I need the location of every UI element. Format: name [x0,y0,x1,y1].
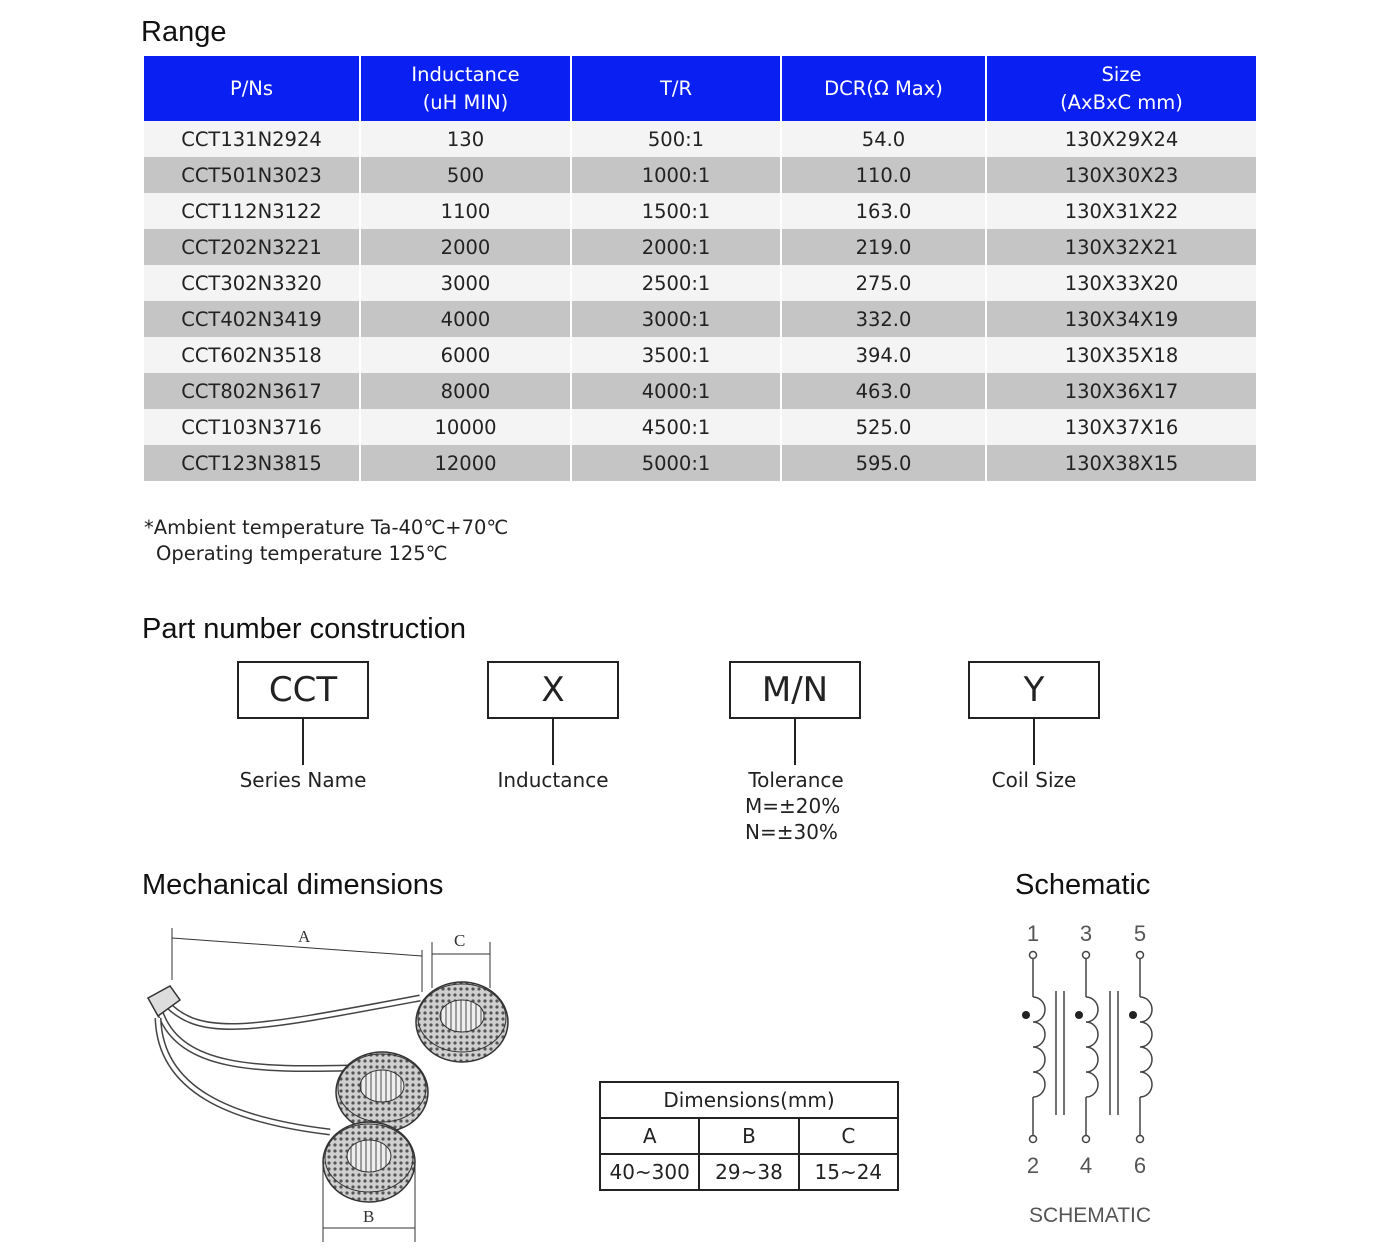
dimensions-caption: Dimensions(mm) [600,1082,898,1118]
cell-size: 130X30X23 [986,157,1256,193]
schematic-caption: SCHEMATIC [1028,1204,1152,1227]
cell-pn: CCT112N3122 [144,193,360,229]
table-row [144,373,1256,409]
dim-value-b: 29~38 [699,1154,798,1190]
cell-dcr: 332.0 [781,301,986,337]
header-pns: P/Ns [144,56,360,121]
mechanical-title: Mechanical dimensions [142,869,444,901]
connector-line [302,717,304,765]
pin-6-label: 6 [1133,1153,1147,1178]
cell-pn: CCT501N3023 [144,157,360,193]
cell-tr: 500:1 [571,121,781,157]
cell-dcr: 54.0 [781,121,986,157]
cell-tr: 1500:1 [571,193,781,229]
table-row [144,301,1256,337]
part-label: Inductance [497,768,609,792]
cell-pn: CCT103N3716 [144,409,360,445]
cell-tr: 2000:1 [571,229,781,265]
schematic-title: Schematic [1015,869,1151,901]
cell-dcr: 463.0 [781,373,986,409]
cell-tr: 5000:1 [571,445,781,481]
tolerance-detail-m: M=±20% [745,794,841,818]
dim-label-c: C [454,931,466,950]
part-number-title: Part number construction [142,613,466,645]
table-row [144,193,1256,229]
cell-dcr: 275.0 [781,265,986,301]
cell-tr: 2500:1 [571,265,781,301]
pin-3-label: 3 [1079,921,1093,946]
part-code-box: X [487,661,619,719]
pin-4-label: 4 [1079,1153,1093,1178]
cell-size: 130X38X15 [986,445,1256,481]
cell-inductance: 3000 [360,265,571,301]
dim-header-a: A [600,1118,699,1154]
cell-dcr: 110.0 [781,157,986,193]
dim-header-b: B [699,1118,798,1154]
connector-line [1033,717,1035,765]
cell-tr: 3000:1 [571,301,781,337]
cell-pn: CCT202N3221 [144,229,360,265]
cell-dcr: 163.0 [781,193,986,229]
cell-pn: CCT123N3815 [144,445,360,481]
pin-1-label: 1 [1026,921,1040,946]
pin-5-label: 5 [1133,921,1147,946]
toroid-drawing [140,920,510,1255]
cell-pn: CCT131N2924 [144,121,360,157]
cell-inductance: 12000 [360,445,571,481]
header-inductance: Inductance (uH MIN) [360,56,571,121]
header-dcr: DCR(Ω Max) [781,56,986,121]
cell-dcr: 394.0 [781,337,986,373]
cell-size: 130X29X24 [986,121,1256,157]
cell-inductance: 10000 [360,409,571,445]
connector-line [552,717,554,765]
dimensions-header-row [600,1118,898,1154]
cell-tr: 4000:1 [571,373,781,409]
cell-inductance: 130 [360,121,571,157]
cell-pn: CCT402N3419 [144,301,360,337]
dim-label-b: B [363,1207,375,1226]
schematic-drawing [1000,915,1180,1235]
cell-pn: CCT802N3617 [144,373,360,409]
cell-size: 130X36X17 [986,373,1256,409]
tolerance-detail-n: N=±30% [745,820,838,844]
header-tr: T/R [571,56,781,121]
operating-temperature-note: Operating temperature 125℃ [156,542,448,565]
cell-inductance: 1100 [360,193,571,229]
cell-size: 130X32X21 [986,229,1256,265]
table-row [144,445,1256,481]
cell-inductance: 4000 [360,301,571,337]
dim-label-a: A [298,927,311,946]
part-code-box: M/N [729,661,861,719]
cell-pn: CCT302N3320 [144,265,360,301]
range-title: Range [141,16,227,48]
part-label: Tolerance [748,768,844,792]
cell-inductance: 2000 [360,229,571,265]
cell-inductance: 6000 [360,337,571,373]
cell-inductance: 8000 [360,373,571,409]
cell-pn: CCT602N3518 [144,337,360,373]
header-size: Size (AxBxC mm) [986,56,1256,121]
table-row [144,121,1256,157]
cell-size: 130X33X20 [986,265,1256,301]
cell-tr: 3500:1 [571,337,781,373]
cell-size: 130X37X16 [986,409,1256,445]
dim-value-a: 40~300 [600,1154,699,1190]
dim-header-c: C [799,1118,898,1154]
table-row [144,265,1256,301]
dimensions-caption-row [600,1082,898,1118]
part-label: Series Name [239,768,367,792]
part-code-box: Y [968,661,1100,719]
cell-tr: 1000:1 [571,157,781,193]
table-row [144,337,1256,373]
table-row [144,157,1256,193]
connector-line [794,717,796,765]
cell-size: 130X35X18 [986,337,1256,373]
dimensions-table [599,1081,899,1191]
cell-dcr: 525.0 [781,409,986,445]
pin-2-label: 2 [1026,1153,1040,1178]
cell-size: 130X31X22 [986,193,1256,229]
dim-value-c: 15~24 [799,1154,898,1190]
table-row [144,409,1256,445]
table-row [144,229,1256,265]
part-code-box: CCT [237,661,369,719]
cell-dcr: 595.0 [781,445,986,481]
cell-dcr: 219.0 [781,229,986,265]
cell-size: 130X34X19 [986,301,1256,337]
range-header-row [144,56,1256,121]
range-table [144,56,1256,481]
part-label: Coil Size [991,768,1077,792]
ambient-temperature-note: *Ambient temperature Ta-40℃+70℃ [144,516,509,539]
cell-inductance: 500 [360,157,571,193]
dimensions-value-row [600,1154,898,1190]
cell-tr: 4500:1 [571,409,781,445]
